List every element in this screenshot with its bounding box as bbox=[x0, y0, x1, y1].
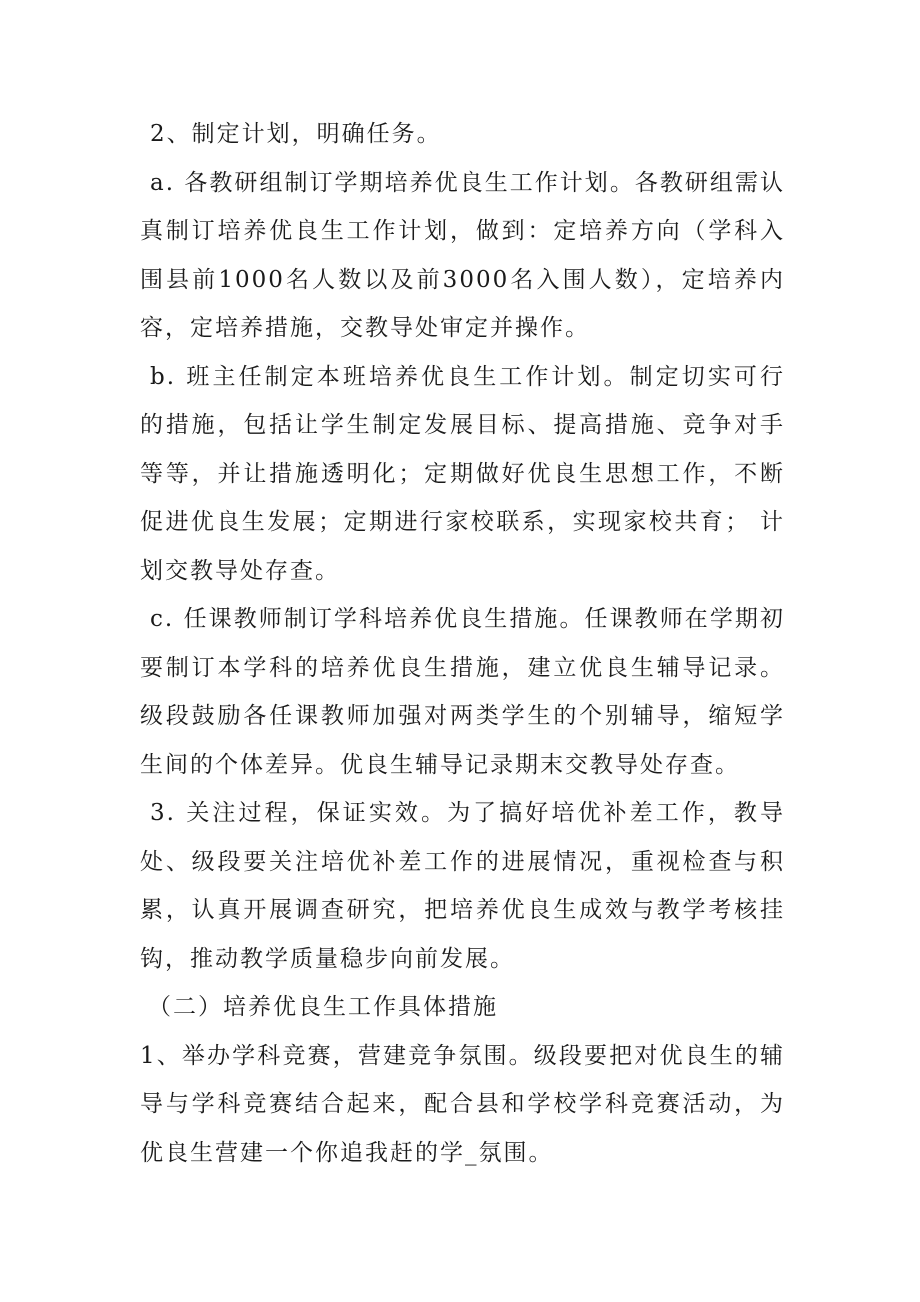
paragraph-item-b: b. 班主任制定本班培养优良生工作计划。制定切实可行的措施，包括让学生制定发展目标、提高措施、竞争对手等等，并让措施透明化；定期做好优良生思想工作，不断促进优良生发展；定期进行家校联系，实现家校共育； 计划交教导处存查。 bbox=[140, 363, 785, 584]
paragraph-measure-1: 1、举办学科竞赛，营建竞争氛围。级段要把对优良生的辅导与学科竞赛结合起来，配合县和学校学科竞赛活动，为优良生营建一个你追我赶的学_氛围。 bbox=[140, 1042, 785, 1166]
paragraph-item-c: c. 任课教师制订学科培养优良生措施。任课教师在学期初要制订本学科的培养优良生措施，建立优良生辅导记录。级段鼓励各任课教师加强对两类学生的个别辅导，缩短学生间的个体差异。优良生辅导记录期末交教导处存查。 bbox=[140, 606, 785, 778]
paragraph-plan-heading: 2、制定计划，明确任务。 bbox=[150, 121, 442, 147]
paragraph-item-3: 3. 关注过程，保证实效。为了搞好培优补差工作，教导处、级段要关注培优补差工作的进展情况，重视检查与积累，认真开展调查研究，把培养优良生成效与教学考核挂钩，推动教学质量稳步向前发展。 bbox=[140, 800, 785, 972]
document-body bbox=[140, 110, 785, 1177]
paragraph-item-a: a. 各教研组制订学期培养优良生工作计划。各教研组需认真制订培养优良生工作计划，做到：定培养方向（学科入围县前1000名人数以及前3000名入围人数），定培养内容，定培养措施，交教导处审定并操作。 bbox=[140, 169, 785, 341]
section-heading-measures: （二）培养优良生工作具体措施 bbox=[148, 994, 498, 1020]
